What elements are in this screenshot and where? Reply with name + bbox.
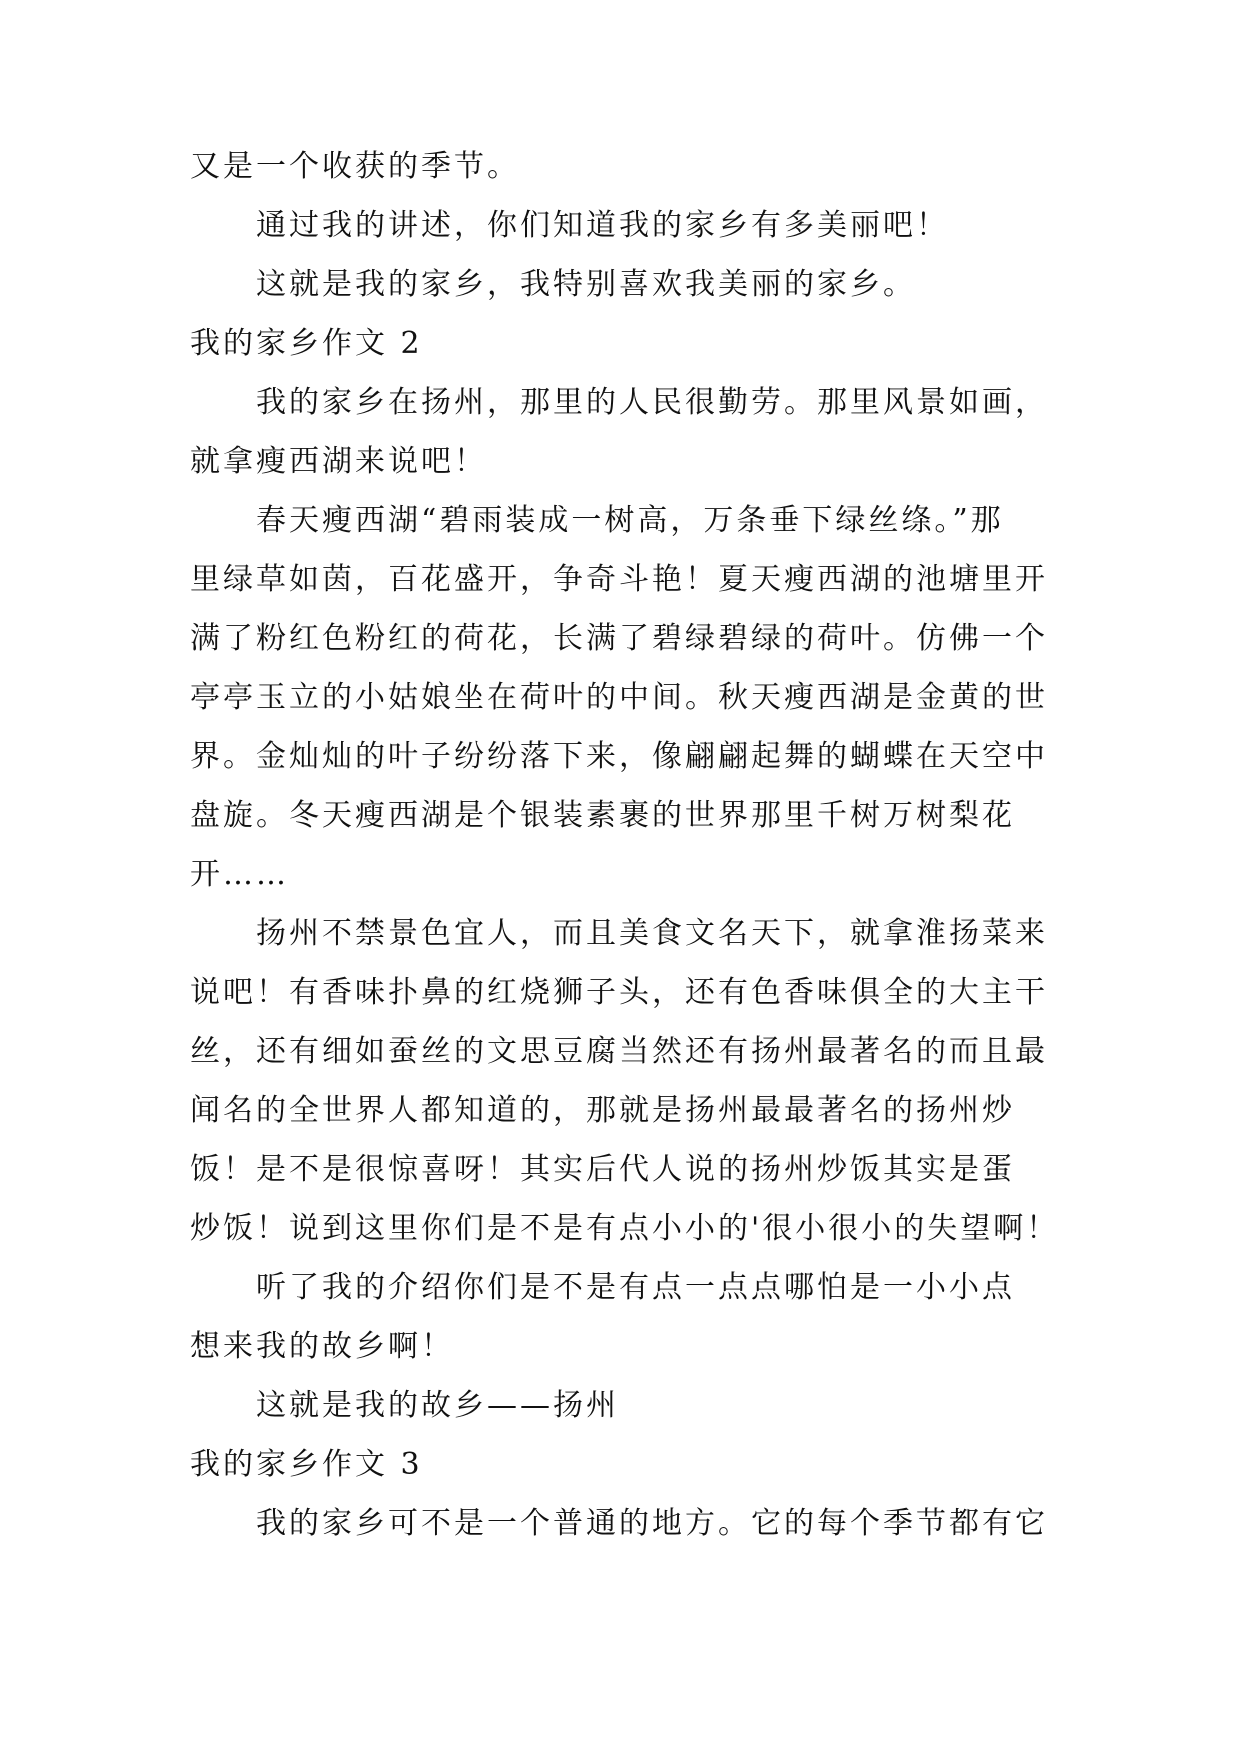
text-line: 闻名的全世界人都知道的，那就是扬州最最著名的扬州炒 [190, 1093, 1015, 1128]
text-line: 里绿草如茵，百花盛开，争奇斗艳！夏天瘦西湖的池塘里开 [190, 562, 1048, 597]
text-line: 炒饭！说到这里你们是不是有点小小的'很小很小的失望啊！ [190, 1211, 1060, 1246]
text-line: 扬州不禁景色宜人，而且美食文名天下，就拿淮扬菜来 [256, 916, 1048, 951]
text-line: 就拿瘦西湖来说吧！ [190, 444, 487, 479]
text-line: 我的家乡可不是一个普通的地方。它的每个季节都有它 [256, 1506, 1048, 1541]
text-line: 想来我的故乡啊！ [190, 1329, 454, 1364]
text-line: 丝，还有细如蚕丝的文思豆腐当然还有扬州最著名的而且最 [190, 1034, 1048, 1069]
section-heading: 我的家乡作文 3 [190, 1447, 423, 1482]
text-line: 这就是我的家乡，我特别喜欢我美丽的家乡。 [256, 267, 916, 302]
text-line: 亭亭玉立的小姑娘坐在荷叶的中间。秋天瘦西湖是金黄的世 [190, 680, 1048, 715]
text-line: 春天瘦西湖“碧雨装成一树高，万条垂下绿丝绦。”那 [256, 503, 1004, 538]
text-line: 满了粉红色粉红的荷花，长满了碧绿碧绿的荷叶。仿佛一个 [190, 621, 1048, 656]
text-line: 又是一个收获的季节。 [190, 149, 520, 184]
text-line: 听了我的介绍你们是不是有点一点点哪怕是一小小点 [256, 1270, 1015, 1305]
text-line: 这就是我的故乡——扬州 [256, 1388, 619, 1423]
text-line: 说吧！有香味扑鼻的红烧狮子头，还有色香味俱全的大主干 [190, 975, 1048, 1010]
text-line: 界。金灿灿的叶子纷纷落下来，像翩翩起舞的蝴蝶在天空中 [190, 739, 1048, 774]
text-line: 通过我的讲述，你们知道我的家乡有多美丽吧！ [256, 208, 949, 243]
text-line: 饭！是不是很惊喜呀！其实后代人说的扬州炒饭其实是蛋 [190, 1152, 1015, 1187]
text-line: 我的家乡在扬州，那里的人民很勤劳。那里风景如画， [256, 385, 1048, 420]
section-heading: 我的家乡作文 2 [190, 326, 423, 361]
text-line: 盘旋。冬天瘦西湖是个银装素裹的世界那里千树万树梨花 [190, 798, 1015, 833]
text-line: 开…… [190, 857, 289, 892]
